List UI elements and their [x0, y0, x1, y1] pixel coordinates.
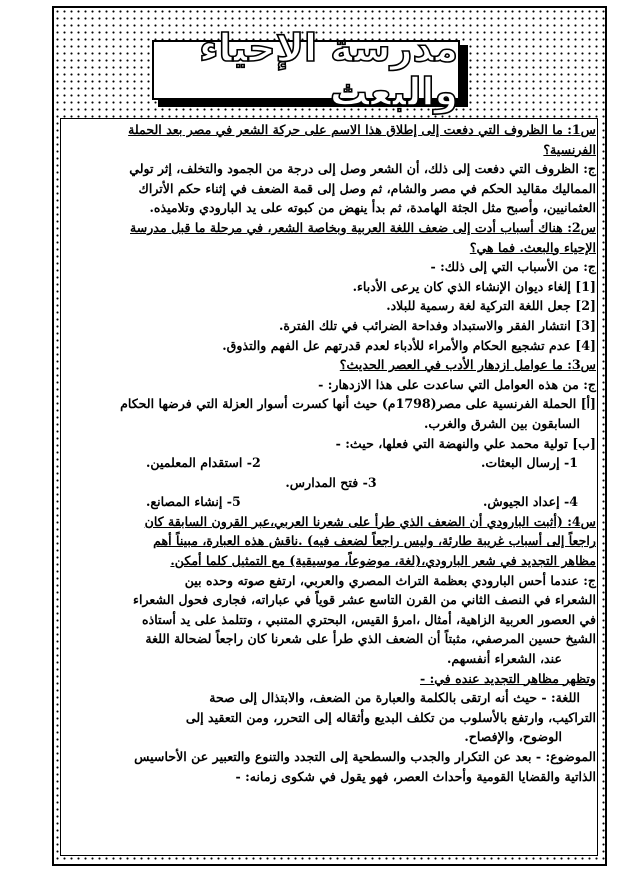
question-4-cont: راجعاً إلى أسباب غريبة طارئة، وليس راجعاً لضعف فيه) .ناقش هذه العبارة، مبيناً أهم: [153, 533, 596, 549]
answer-4-line: الشيخ حسين المرصفي، مثبتاً أن الضعف الذي طرأ على شعرنا كان راجعاً لضحالة اللغة: [145, 631, 596, 647]
factor-item-cont: السابقون بين الشرق والغرب.: [423, 415, 580, 431]
effects-row: [66, 453, 596, 473]
page-title: مدرسة الإحياء والبعث: [199, 26, 458, 114]
language-line: اللغة: - حيث أنه ارتقى بالكلمة والعبارة من الضعف، والابتذال إلى صحة: [209, 690, 580, 706]
language-line: التراكيب، وارتفع بالأسلوب من تكلف البديع وأثقاله إلى التحرر، ومن التعقيد إلى: [185, 709, 596, 725]
question-1-cont: الفرنسية؟: [543, 141, 596, 157]
topic-line: الذاتية والقضايا القومية وأحداث العصر، فهو يقول في شكوى زمانه: -: [235, 768, 596, 784]
question-4-cont: مظاهر التجديد في شعر البارودي،(لغة، موضوعاً، موسيقية) مع التمثيل كلما أمكن.: [170, 553, 596, 569]
title-banner: [152, 26, 460, 114]
language-line: الوضوح، والإفصاح.: [464, 729, 562, 745]
topic-line: الموضوع: - بعد عن التكرار والجدب والسطحية إلى التجدد والتنوع والتعبير عن الأحاسيس: [134, 749, 596, 764]
reason-item: [4] عدم تشجيع الحكام والأمراء للأدباء لعدم قدرتهم عل الفهم والتذوق.: [222, 337, 596, 353]
question-3: س3: ما عوامل ازدهار الأدب في العصر الحديث؟: [339, 357, 596, 373]
answer-4-line: الشعراء في النصف الثاني من القرن التاسع عشر قوياً في عباراته، فجارى فحول الشعراء: [133, 592, 596, 608]
question-2: س2: هناك أسباب أدت إلى ضعف اللغة العربية وبخاصة الشعر، في مرحلة ما قبل مدرسة: [130, 219, 596, 235]
effect-item: 1- إرسال البعثات.: [481, 455, 578, 471]
question-1: س1: ما الظروف التي دفعت إلى إطلاق هذا الاسم على حركة الشعر في مصر بعد الحملة: [128, 122, 596, 137]
answer-4-line: ج: عندما أحس البارودي بعظمة التراث المصري والعربي، ارتفع صوته وحده بين: [184, 572, 596, 588]
answer-1-line: العثمانيين، وأصبح مثل الجثة الهامدة، ثم بدأ ينهض من كبوته على يد البارودي وتلاميذه.: [149, 200, 596, 216]
effects-row: [66, 492, 596, 512]
effect-item: 5- إنشاء المصانع.: [146, 494, 241, 510]
subheading: وتظهر مظاهر التجديد عنده في: -: [419, 670, 596, 686]
reason-item: [2] جعل اللغة التركية لغة رسمية للبلاد.: [386, 298, 596, 314]
answer-1-line: المماليك مقاليد الحكم في مصر والشام، ثم وصل إلى قمة الضعف في إثناء حكم الأتراك: [138, 180, 596, 196]
question-2-cont: الإحياء والبعث. فما هي؟: [469, 239, 596, 255]
answer-3-intro: ج: من هذه العوامل التي ساعدت على هذا الازدهار: -: [318, 376, 596, 392]
document-body: [66, 120, 596, 786]
reason-item: [1] إلغاء ديوان الإنشاء الذي كان يرعى الأدباء.: [352, 278, 596, 294]
answer-4-line: عند، الشعراء أنفسهم.: [447, 651, 562, 667]
question-4: س4: (أثبت البارودي أن الضعف الذي طرأ على شعرنا العربي،عبر القرون السابقة كان: [144, 513, 596, 529]
reason-item: [3] انتشار الفقر والاستبداد وفداحة الضرائب في تلك الفترة.: [279, 317, 596, 333]
answer-4-line: في العصور العربية الزاهية، أمثال ،امرؤ القيس، البحتري المتنبي ، وتتلمذ على يد أستاذه: [142, 611, 596, 627]
effect-item: 4- إعداد الجيوش.: [482, 494, 578, 510]
effect-item: 3- فتح المدارس.: [285, 474, 377, 490]
factor-item: [أ] الحملة الفرنسية على مصر(1798م) حيث أنها كسرت أسوار العزلة التي فرضها الحكام: [120, 396, 596, 412]
answer-2-intro: ج: من الأسباب التي إلى ذلك: -: [430, 259, 596, 275]
answer-1-line: ج: الظروف التي دفعت إلى ذلك، أن الشعر وصل إلى درجة من الجمود والتخلف، إثر تولي: [129, 161, 596, 177]
effect-item: 2- استقدام المعلمين.: [146, 455, 261, 471]
factor-item: [ب] تولية محمد علي والنهضة التي فعلها، حيث: -: [335, 435, 596, 451]
